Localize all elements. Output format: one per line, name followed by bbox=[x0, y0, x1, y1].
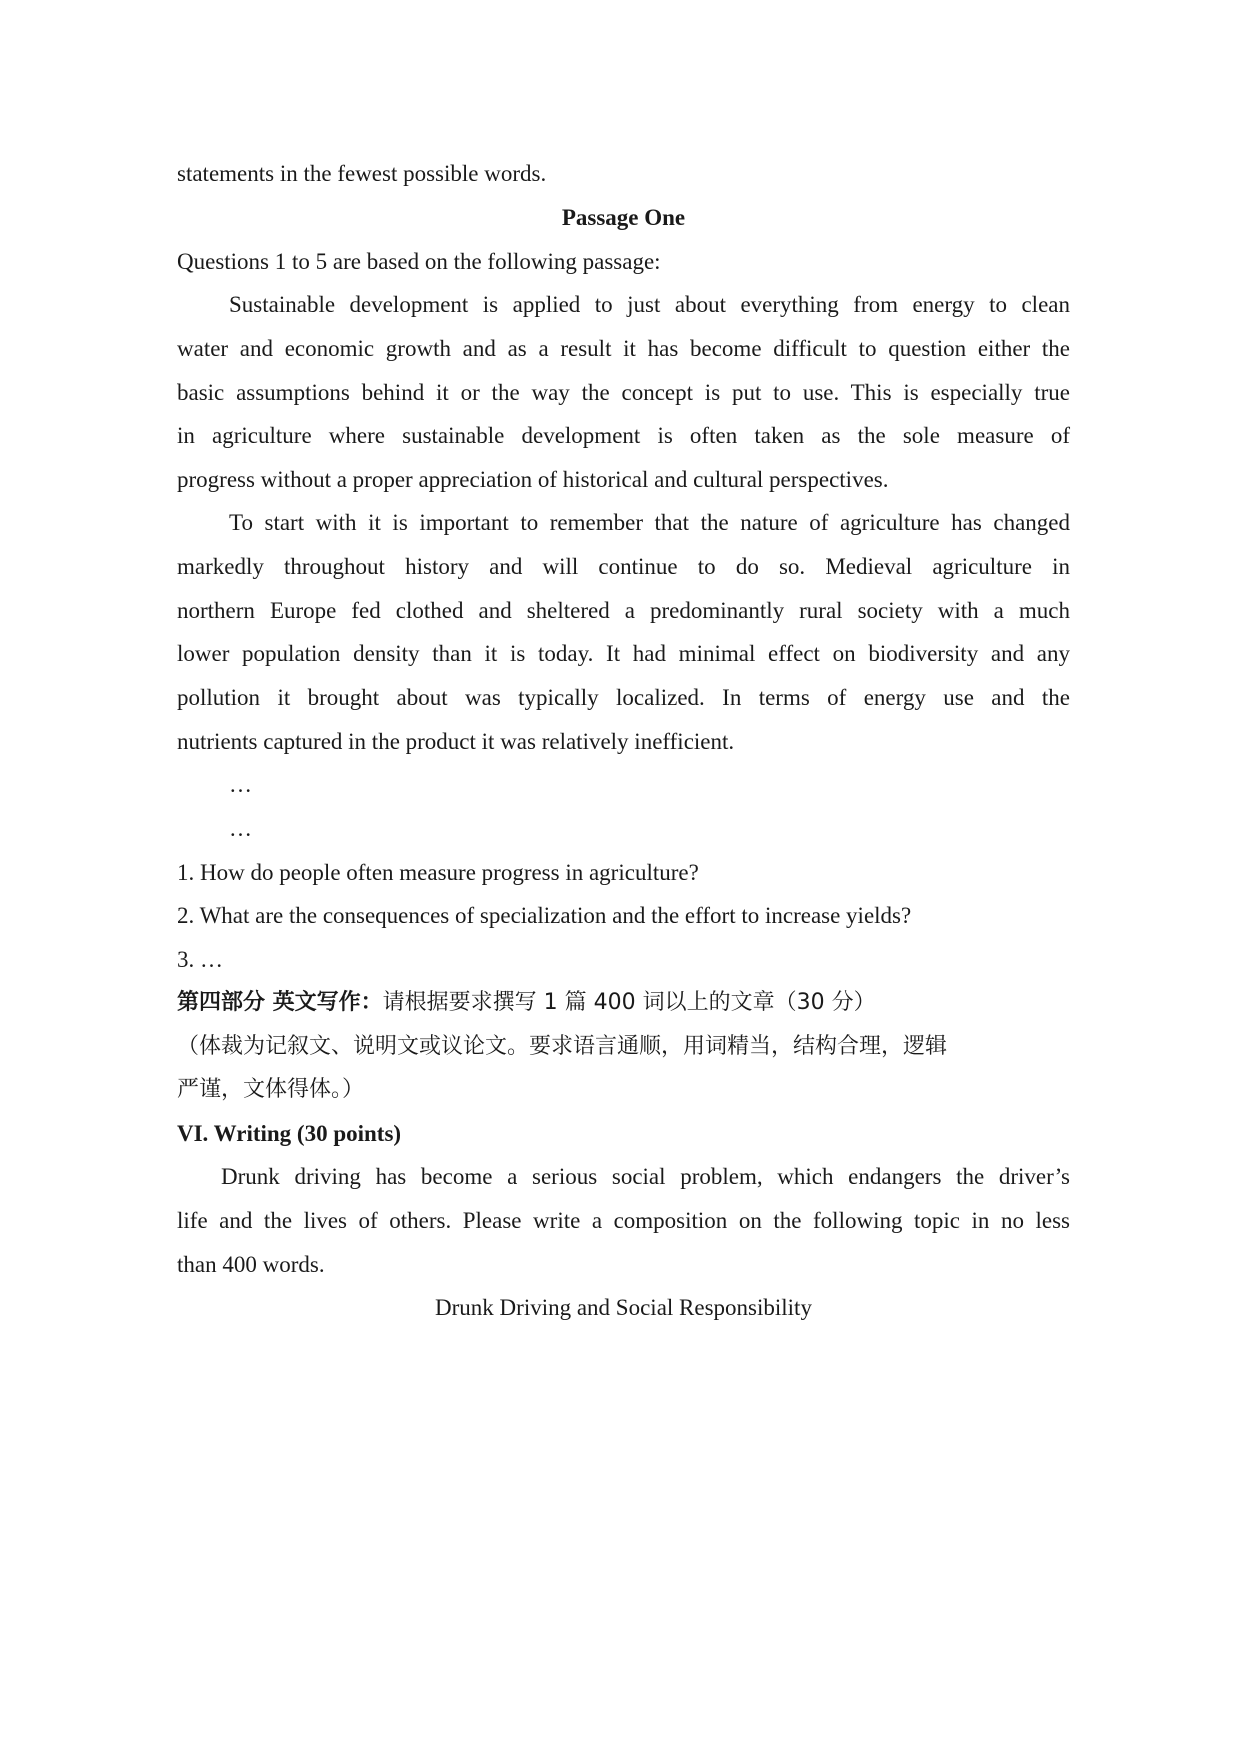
paragraph1-line: progress without a proper appreciation of historical and cultural perspectives. bbox=[177, 467, 889, 492]
paragraph2-line: To start with it is important to remember that the nature of agriculture has changed bbox=[229, 510, 1070, 535]
paragraph2-line: northern Europe fed clothed and sheltered a predominantly rural society with a much bbox=[177, 598, 1070, 623]
writing-prompt-line: than 400 words. bbox=[177, 1252, 325, 1277]
writing-heading: VI. Writing (30 points) bbox=[177, 1121, 402, 1146]
paragraph2-line: pollution it brought about was typically localized. In terms of energy use and the bbox=[177, 685, 1070, 710]
part4-heading-rest: 请根据要求撰写 1 篇 400 词以上的文章（30 分） bbox=[382, 990, 876, 1015]
passage-title: Passage One bbox=[561, 205, 686, 230]
part4-note-line: （体裁为记叙文、说明文或议论文。要求语言通顺，用词精当，结构合理，逻辑 bbox=[177, 1034, 948, 1059]
passage-instruction: Questions 1 to 5 are based on the following passage: bbox=[177, 249, 661, 274]
paragraph1-line: Sustainable development is applied to just about everything from energy to clean bbox=[229, 292, 1070, 317]
writing-prompt-line: Drunk driving has become a serious social problem, which endangers the driver’s bbox=[221, 1164, 1070, 1189]
paragraph1-line: in agriculture where sustainable development is often taken as the sole measure of bbox=[177, 423, 1070, 448]
question-item: 3. … bbox=[177, 947, 223, 972]
part4-heading bbox=[177, 988, 1070, 1018]
ellipsis-line: … bbox=[229, 772, 252, 797]
part4-heading-bold: 第四部分 英文写作： bbox=[177, 990, 383, 1015]
part4-note-line: 严谨，文体得体。） bbox=[177, 1077, 365, 1102]
writing-prompt-line: life and the lives of others. Please write a composition on the following topic in no less bbox=[177, 1208, 1070, 1233]
question-item: 1. How do people often measure progress in agriculture? bbox=[177, 860, 699, 885]
intro-tail-text: statements in the fewest possible words. bbox=[177, 161, 547, 186]
paragraph2-line: nutrients captured in the product it was relatively inefficient. bbox=[177, 729, 735, 754]
writing-topic-title: Drunk Driving and Social Responsibility bbox=[435, 1295, 812, 1320]
paragraph1-line: basic assumptions behind it or the way the concept is put to use. This is especially true bbox=[177, 380, 1070, 405]
question-item: 2. What are the consequences of specialization and the effort to increase yields? bbox=[177, 903, 912, 928]
paragraph1-line: water and economic growth and as a result it has become difficult to question either the bbox=[177, 336, 1070, 361]
paragraph2-line: lower population density than it is today. It had minimal effect on biodiversity and any bbox=[177, 641, 1070, 666]
ellipsis-line: … bbox=[229, 816, 252, 841]
paragraph2-line: markedly throughout history and will continue to do so. Medieval agriculture in bbox=[177, 554, 1070, 579]
